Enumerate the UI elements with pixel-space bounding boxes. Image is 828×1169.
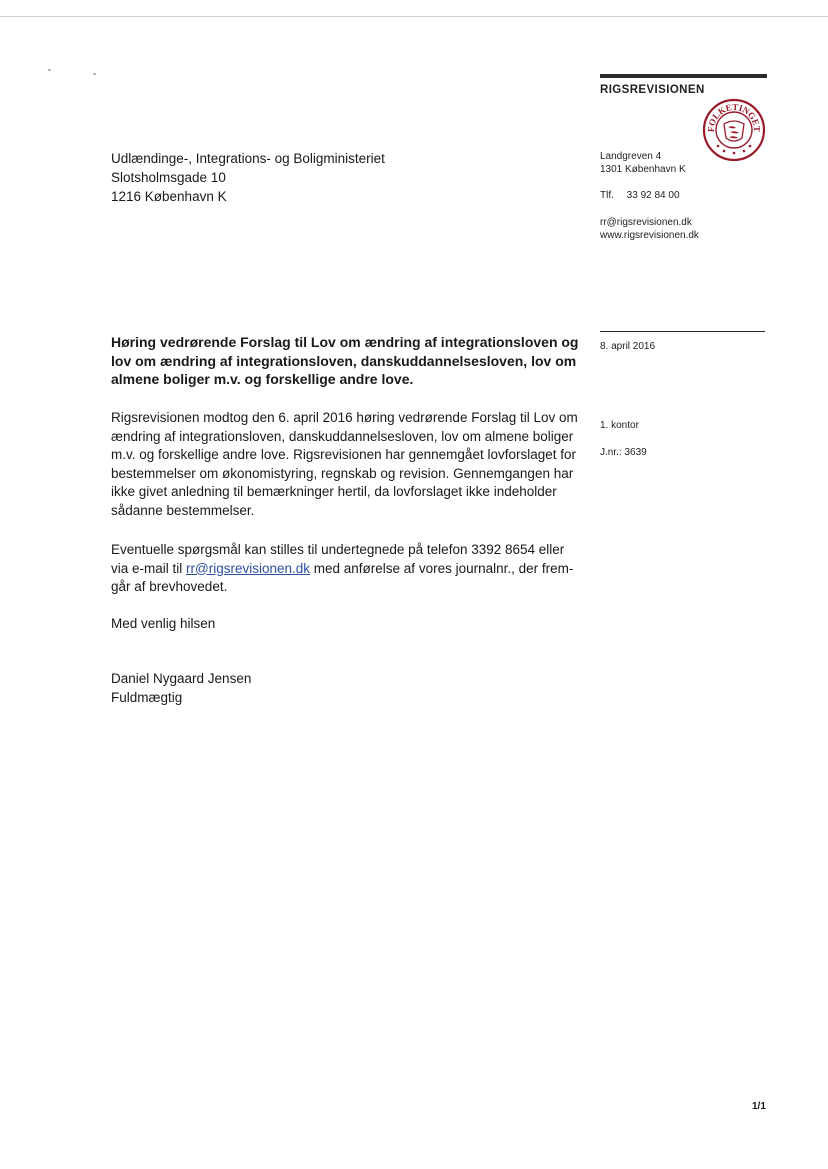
body-line: Rigsrevisionen modtog den 6. april 2016 høring vedrørende Forslag til Lov om <box>111 410 578 425</box>
address-street: Landgreven 4 <box>600 151 662 162</box>
subject-line: lov om ændring af integrationsloven, danskuddannelsesloven, lov om <box>111 352 577 369</box>
email-text: rr@rigsrevisionen.dk <box>600 217 692 228</box>
body-paragraph-2 <box>111 541 573 597</box>
address-city: 1301 København K <box>600 164 686 175</box>
recipient-address <box>111 149 385 206</box>
letter-date: 8. april 2016 <box>600 341 656 352</box>
page-number: 1/1 <box>752 1101 766 1112</box>
body-line: ikke givet anledning til bemærkninger hertil, da lovforslaget ikke indeholder <box>111 484 557 499</box>
body-line-with-link <box>111 560 573 579</box>
body-text: via e-mail til <box>111 560 187 576</box>
page-top-rule <box>0 16 828 17</box>
recipient-city: 1216 København K <box>111 189 227 204</box>
journal-number: J.nr.: 3639 <box>600 447 647 458</box>
signer-name: Daniel Nygaard Jensen <box>111 671 252 686</box>
body-text: med anførelse af vores journalnr., der frem- <box>310 560 574 576</box>
folketinget-seal-icon <box>702 98 766 162</box>
recipient-name: Udlændinge-, Integrations- og Boligministeriet <box>111 151 385 166</box>
body-line: sådanne bestemmelser. <box>111 502 255 518</box>
email-link[interactable]: rr@rigsrevisionen.dk <box>186 560 311 576</box>
signature-block <box>111 670 251 707</box>
svg-text:FOLKETINGET: FOLKETINGET <box>705 101 763 133</box>
body-line: går af brevhovedet. <box>111 579 228 594</box>
scan-speck <box>93 73 96 75</box>
organization-name: RIGSREVISIONEN <box>600 84 705 96</box>
body-line: bestemmelser om økonomistyring, regnskab og revision. Gennemgangen har <box>111 465 574 481</box>
website-text: www.rigsrevisionen.dk <box>600 230 699 241</box>
signer-title: Fuldmægtig <box>111 689 183 705</box>
scan-speck <box>48 69 51 71</box>
body-line: Eventuelle spørgsmål kan stilles til undertegnede på telefon 3392 8654 eller <box>111 542 565 557</box>
letterhead-address <box>600 150 686 176</box>
letterhead-contact <box>600 216 699 242</box>
phone-label: Tlf. <box>600 190 614 201</box>
body-line: ændring af integrationsloven, danskuddannelsesloven, lov om almene boliger <box>111 428 574 444</box>
body-line: m.v. og forskellige andre love. Rigsrevisionen har gennemgået lovforslaget for <box>111 447 576 462</box>
meta-rule <box>600 331 765 332</box>
letter-subject <box>111 333 579 389</box>
phone-number: 33 92 84 00 <box>626 190 680 201</box>
recipient-street: Slotsholmsgade 10 <box>111 170 226 185</box>
subject-line: Høring vedrørende Forslag til Lov om ændring af integrationsloven og <box>111 334 579 350</box>
closing-text: Med venlig hilsen <box>111 616 216 631</box>
body-paragraph-1 <box>111 409 578 520</box>
office-label: 1. kontor <box>600 420 639 431</box>
letterhead-phone <box>600 189 680 202</box>
subject-line: almene boliger m.v. og forskellige andre love. <box>111 371 414 387</box>
letterhead-rule <box>600 74 767 78</box>
